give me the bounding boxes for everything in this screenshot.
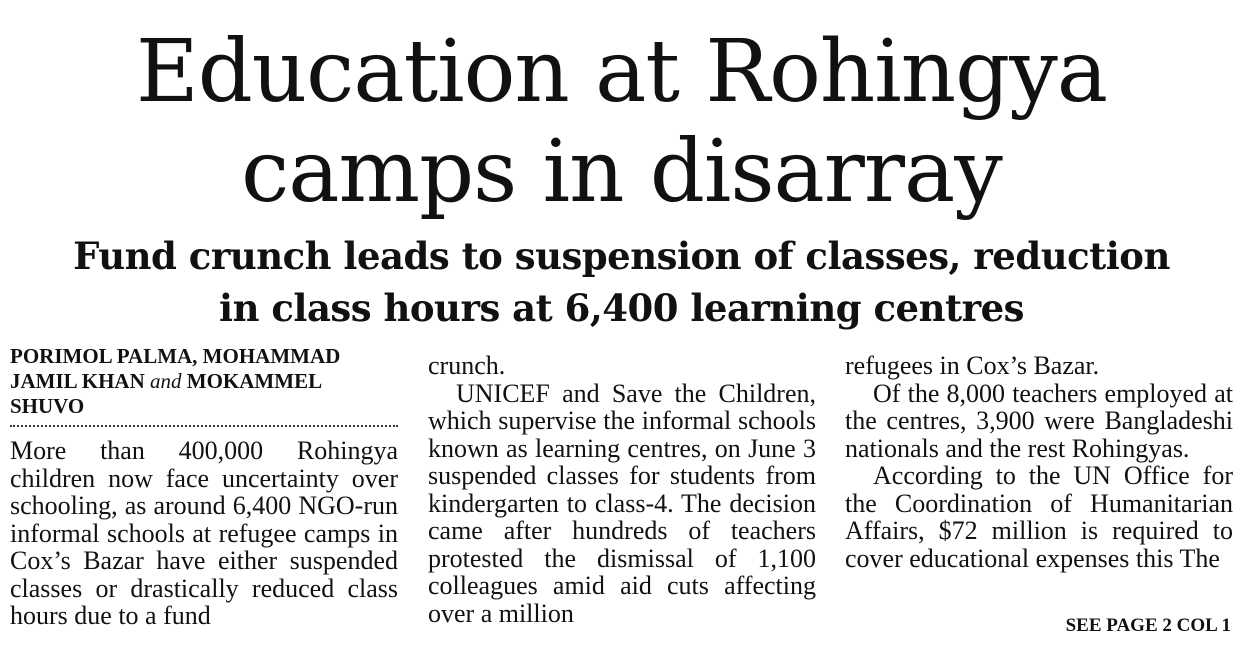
paragraph: More than 400,000 Rohingya children now face uncertainty over schooling, as around 6,400 NGO-run informal schools at refugee camps in Cox’s Bazar have either suspended classes or drastically reduced class hours due to a fund bbox=[10, 436, 398, 630]
headline bbox=[0, 22, 1243, 222]
jump-reference: SEE PAGE 2 COL 1 bbox=[1065, 615, 1231, 636]
paragraph: UNICEF and Save the Children, which supervise the informal schools known as learning centres, on June 3 suspended classes for students from kindergarten to class-4. The decision came after hundreds of teachers protested the dismissal of 1,100 colleagues amid aid cuts affecting over a million bbox=[428, 378, 816, 628]
byline-divider bbox=[10, 425, 398, 427]
byline-conjunction: and bbox=[150, 369, 182, 393]
subheadline-line-1: Fund crunch leads to suspension of classes, reduction bbox=[73, 234, 1170, 278]
byline-line-1: PORIMOL PALMA, MOHAMMAD bbox=[10, 344, 341, 368]
headline-line-1: Education at Rohingya bbox=[135, 22, 1108, 122]
article-column-1 bbox=[10, 344, 398, 630]
paragraph: Of the 8,000 teachers employed at the centres, 3,900 were Bangladeshi nationals and the rest Rohingyas. bbox=[845, 378, 1233, 463]
headline-line-2: camps in disarray bbox=[241, 122, 1002, 222]
subheadline bbox=[0, 230, 1243, 334]
subheadline-line-2: in class hours at 6,400 learning centres bbox=[219, 286, 1024, 330]
byline bbox=[10, 344, 398, 419]
article-column-3 bbox=[845, 352, 1233, 572]
byline-author-2: JAMIL KHAN bbox=[10, 369, 145, 393]
byline-author-3: MOKAMMEL SHUVO bbox=[10, 369, 321, 418]
paragraph: According to the UN Office for the Coordination of Humanitarian Affairs, $72 million is required to cover educational expenses this The bbox=[845, 461, 1233, 573]
paragraph: crunch. bbox=[428, 351, 506, 380]
paragraph: refugees in Cox’s Bazar. bbox=[845, 351, 1100, 380]
article-column-2 bbox=[428, 352, 816, 627]
